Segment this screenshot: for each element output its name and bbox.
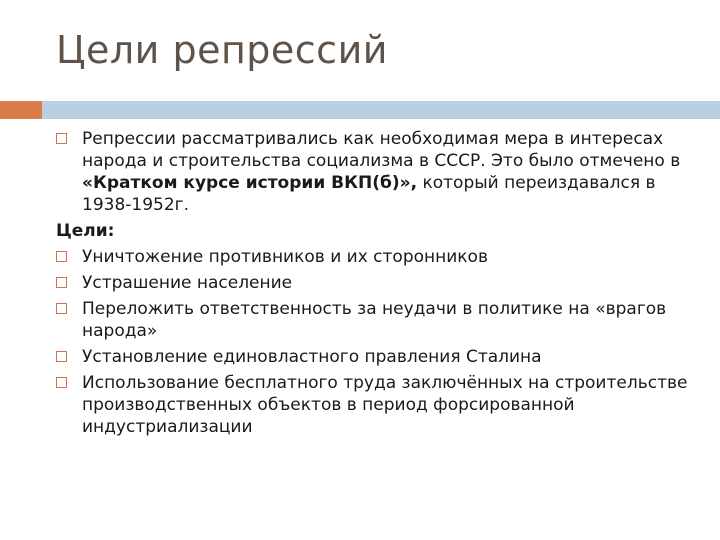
goal-item xyxy=(56,372,696,438)
goal-item xyxy=(56,246,696,268)
goal-text: Уничтожение противников и их сторонников xyxy=(82,247,488,267)
goal-text: Использование бесплатного труда заключённых на строительстве производственных объектов в период форсированной индустриализации xyxy=(82,373,688,437)
goal-item xyxy=(56,346,696,368)
slide-title: Цели репрессий xyxy=(56,28,388,72)
goals-heading: Цели: xyxy=(56,221,115,241)
goal-text: Устрашение население xyxy=(82,273,293,293)
intro-book-title: «Кратком курсе истории ВКП(б)», xyxy=(82,173,418,193)
intro-text-before: Репрессии рассматривались как необходимая мера в интересах народа и строительства социализма в СССР. Это было отмечено в xyxy=(82,129,681,171)
goal-item xyxy=(56,298,696,342)
square-bullet-icon xyxy=(56,251,67,262)
square-bullet-icon xyxy=(56,277,67,288)
title-accent-bar xyxy=(0,101,42,119)
title-divider xyxy=(42,101,720,119)
goal-text: Переложить ответственность за неудачи в политике на «врагов народа» xyxy=(82,299,667,341)
square-bullet-icon xyxy=(56,377,67,388)
square-bullet-icon xyxy=(56,351,67,362)
intro-text-after: который переиздавался в 1938-1952г. xyxy=(82,173,656,215)
square-bullet-icon xyxy=(56,303,67,314)
square-bullet-icon xyxy=(56,133,67,144)
goal-text: Установление единовластного правления Сталина xyxy=(82,347,542,367)
intro-bullet xyxy=(56,128,696,216)
slide-body xyxy=(56,128,696,442)
goal-item xyxy=(56,272,696,294)
